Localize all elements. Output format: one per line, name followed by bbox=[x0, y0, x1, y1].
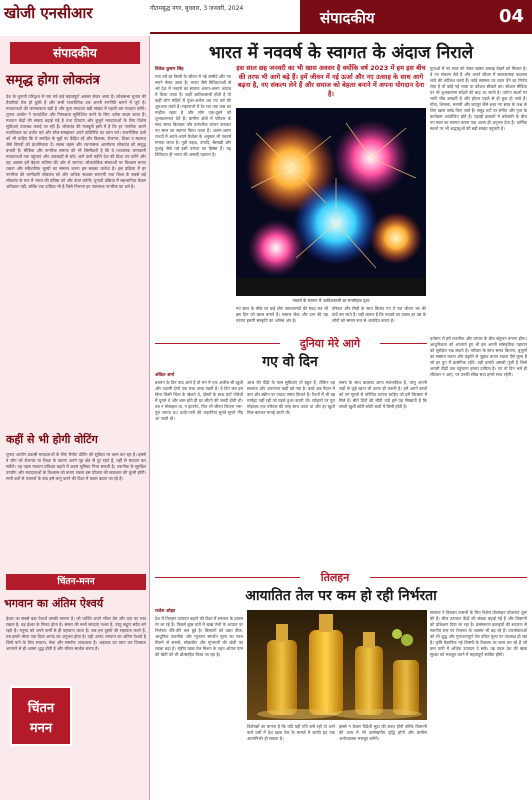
tilhan-headline: आयातित तेल पर कम हो रही निर्भरता bbox=[245, 588, 437, 604]
main-byline: विवेक कुमार सिंह bbox=[155, 67, 184, 72]
duniya-col3: समय के साथ बदलाव आना स्वाभाविक है, परंतु अपनी जड़ों से जुड़े रहना भी उतना ही जरूरी है। हमें अपने बच्चों को उन मूल्यों से परिचित कराना चाहिए जो हमें विरासत में मिले हैं। बीते दिनों की मीठी यादें हमें यह सिखाती हैं कि सच्ची खुशी छोटी-छोटी बातों में छिपी होती है। bbox=[339, 380, 427, 409]
left-column bbox=[0, 36, 150, 800]
chintan-label: चिंतन-मनन bbox=[6, 574, 146, 590]
main-article-bottom2: परिवार और मित्रों के साथ बिताए गए ये पल जीवन भर की यादें बन जाते हैं। यही कारण है कि नववर्ष का उत्सव हर उम्र के लोगों को समान रूप से आनंदित करता है। bbox=[332, 306, 426, 323]
dateline: गौतमबुद्ध नगर, बुधवार, 3 जनवरी, 2024 bbox=[150, 5, 244, 12]
section-banner bbox=[300, 0, 532, 34]
tilhan-col3: इससे न केवल विदेशी मुद्रा की बचत होगी बल्कि किसानों की आय में भी उल्लेखनीय वृद्धि होगी और ग्रामीण अर्थव्यवस्था मजबूत बनेगी। bbox=[339, 724, 427, 741]
chintan-manan-box bbox=[10, 686, 72, 746]
editorial2-headline: कहीं से भी होगी वोटिंग bbox=[6, 433, 98, 446]
main-article-bottom1: नए साल के मौके पर कई लोग जरूरतमंदों की मदद कर भी इस दिन को खास बनाते हैं। समाज सेवा और दान की यह परंपरा हमारी संस्कृति का अभिन्न अंग है। bbox=[236, 306, 328, 323]
fireworks-illustration bbox=[236, 108, 426, 296]
chintan-box-line2: मनन bbox=[29, 721, 53, 736]
duniya-col2: आज की पीढ़ी के पास सुविधाएं तो बहुत हैं, लेकिन वह सरलता और अपनापन कहीं खो गया है। बच्चे अब मैदान में कम और स्क्रीन पर ज्यादा समय बिताते हैं। रिश्तों में भी वह गर्माहट नहीं रही जो पहले हुआ करती थी। त्योहारों पर पूरा मोहल्ला एक परिवार की तरह साथ आता था और हर खुशी मिल-बांटकर मनाई जाती थी। bbox=[247, 380, 335, 415]
main-headline: भारत में नववर्ष के स्वागत के अंदाज निराले bbox=[208, 43, 474, 63]
main-article-col3: युवाओं में नए साल को लेकर खासा उत्साह देखने को मिलता है। वे नए संकल्प लेते हैं और अपने जीवन में सकारात्मक बदलाव लाने की कोशिश करते हैं। कोई स्वास्थ्य पर ध्यान देने का निर्णय लेता है तो कोई नई भाषा या कौशल सीखने का। सोशल मीडिया पर भी शुभकामना संदेशों की बाढ़ आ जाती है। पर्यटन स्थलों पर भारी भीड़ उमड़ती है और होटल पहले से ही बुक हो जाते हैं। गोवा, शिमला, मनाली और जयपुर जैसे शहर नए साल के जश्न के लिए खास पसंद किए जाते हैं। समुद्र तटों पर संगीत और नृत्य के कार्यक्रम आयोजित होते हैं। पहाड़ी इलाकों में बर्फबारी के बीच नए साल का स्वागत करना एक अलग ही अनुभव देता है। धार्मिक स्थलों पर भी श्रद्धालुओं की बड़ी संख्या पहुंचती है। bbox=[430, 66, 527, 131]
chintan-body: ईश्वर का सबसे बड़ा ऐश्वर्य उसकी करुणा है। जो व्यक्ति अपने भीतर प्रेम और दया का भाव रखता है, वह ईश्वर के निकट होता है। संसार की सभी संपदाएं नश्वर हैं, परंतु सद्गुण सदैव बने रहते हैं। मनुष्य को अपने कर्मों से ही पहचाना जाता है। जब हम दूसरों की सहायता करते हैं, तब हमारे भीतर एक दिव्य आनंद का अनुभव होता है। यही आनंद भगवान का अंतिम ऐश्वर्य है जिसे पाने के लिए साधना, सेवा और समर्पण आवश्यक है। अहंकार का त्याग कर विनम्रता अपनाने से ही आत्मा शुद्ध होती है और जीवन सार्थक बनता है। bbox=[6, 616, 146, 651]
masthead-left bbox=[0, 0, 150, 34]
tilhan-col4: सरकार ने तिलहन फसलों के लिए विशेष प्रोत्साहन योजनाएं शुरू की हैं। बीज उत्पादन केंद्रों की संख्या बढ़ाई गई है और किसानों को प्रशिक्षण दिया जा रहा है। प्रसंस्करण इकाइयों की स्थापना से स्थानीय स्तर पर रोजगार के अवसर भी बढ़ रहे हैं। उपभोक्ताओं को भी शुद्ध और गुणवत्तापूर्ण तेल उचित मूल्य पर उपलब्ध हो रहा है। कृषि वैज्ञानिक नई किस्मों के विकास पर काम कर रहे हैं जो कम पानी में अधिक उत्पादन दे सकें। यह पहल देश की खाद्य सुरक्षा को मजबूत करने में महत्वपूर्ण साबित होगी। bbox=[430, 610, 527, 657]
section-title: संपादकीय bbox=[320, 9, 375, 27]
duniya-col1: बचपन के दिन याद आते हैं तो मन में एक अजीब सी खुशी और उदासी दोनों एक साथ उमड़ पड़ती है। वे दिन जब हम बिना किसी चिंता के खेलते थे, दोस्तों के साथ घंटों गलियों में घूमते थे और शाम होते ही घर लौटने की जल्दी होती थी। तब न मोबाइल था, न इंटरनेट, फिर भी जीवन कितना भरा-पूरा लगता था। दादी-नानी की कहानियां सुनते-सुनते नींद आ जाती थी। bbox=[155, 380, 243, 421]
oil-bottles-illustration bbox=[247, 610, 427, 720]
tilhan-byline: राजेश ओझा bbox=[155, 609, 176, 614]
tilhan-col1: देश में तिलहन उत्पादन बढ़ाने की दिशा में सरकार के प्रयास रंग ला रहे हैं। पिछले कुछ वर्षों में खाद्य तेलों के आयात पर निर्भरता धीरे-धीरे कम हुई है। किसानों को उन्नत बीज, आधुनिक तकनीक और न्यूनतम समर्थन मूल्य का लाभ मिलने से सरसों, सोयाबीन और मूंगफली की खेती का रकबा बढ़ा है। राष्ट्रीय खाद्य तेल मिशन के तहत ऑयल पाम की खेती को भी प्रोत्साहित किया जा रहा है। bbox=[155, 616, 243, 657]
duniya-right-col: वर्तमान में हमें तकनीक और परंपरा के बीच संतुलन बनाना होगा। आधुनिकता को अपनाते हुए भी हम अपनी सांस्कृतिक पहचान को सुरक्षित रख सकते हैं। परिवार के साथ समय बिताना, बुजुर्गों का सम्मान करना और प्रकृति से जुड़ाव बनाए रखना ऐसे मूल्य हैं जो हर युग में प्रासंगिक रहेंगे। यही हमारी असली पूंजी है जिसे अगली पीढ़ी तक पहुंचाना हमारा दायित्व है। गए वो दिन भले ही लौटकर न आएं, पर उनकी सीख सदा हमारे साथ रहेगी। bbox=[430, 336, 527, 377]
editorial-headline: समृद्ध होगा लोकतंत्र bbox=[6, 73, 100, 88]
newspaper-logo: खोजी एनसीआर bbox=[4, 4, 93, 22]
page-number: 04 bbox=[498, 6, 524, 27]
tilhan-section-label: तिलहन bbox=[300, 570, 370, 585]
editorial-tag: संपादकीय bbox=[10, 42, 140, 64]
duniya-byline: अंकित शर्मा bbox=[155, 373, 175, 378]
fireworks-caption: नववर्ष के स्वागत में आतिशबाजी का मनमोहक दृश्य bbox=[292, 298, 370, 303]
main-article-col1: नया वर्ष हर किसी के जीवन में नई उम्मीदें और नए सपने लेकर आता है। भारत जैसे विविधताओं से भरे देश में नववर्ष का स्वागत अलग-अलग अंदाज में किया जाता है। कहीं आतिशबाजी होती है तो कहीं लोग मंदिरों में पूजा-अर्चना कर नए वर्ष की शुरुआत करते हैं। महानगरों में देर रात तक जश्न का माहौल रहता है और लोग एक-दूसरे को शुभकामनाएं देते हैं। ग्रामीण क्षेत्रों में परिवार के साथ समय बिताकर और पारंपरिक व्यंजन बनाकर नए साल का स्वागत किया जाता है। अलग-अलग राज्यों में अपने-अपने कैलेंडर के अनुसार भी नववर्ष मनाया जाता है। गुड़ी पड़वा, उगादि, बैसाखी और पुथांडु जैसे पर्व इसी परंपरा का हिस्सा हैं। यह विविधता ही भारत की असली पहचान है। bbox=[155, 74, 231, 157]
tilhan-col2: विशेषज्ञों का मानना है कि यदि यही गति बनी रही तो आने वाले वर्षों में देश खाद्य तेल के मामले में काफी हद तक आत्मनिर्भर हो सकता है। bbox=[247, 724, 335, 741]
chintan-box-line1: चिंतन bbox=[27, 701, 55, 716]
duniya-headline: गए वो दिन bbox=[262, 354, 318, 370]
fireworks-photo bbox=[236, 108, 426, 296]
main-pull-quote: इस साल छह जनवरी का भी खास अवसर है क्योंकि वर्ष 2023 में हम इस बीच की तरफ भी आगे बढ़े हैं। हमें जीवन में नई ऊर्जा और नए उत्साह के साथ आगे बढ़ना है, नए संकल्प लेने हैं और समाज को बेहतर बनाने में अपना योगदान देना है। bbox=[236, 64, 426, 98]
chintan-headline: भगवान का अंतिम ऐश्वर्य bbox=[4, 597, 104, 610]
masthead bbox=[0, 0, 532, 34]
oil-bottles-photo bbox=[247, 610, 427, 720]
editorial-body: देश के चुनावी परिदृश्य में नया वर्ष कई महत्वपूर्ण अवसर लेकर आया है। लोकसभा चुनाव की तैयारियां तेज हो चुकी हैं और सभी राजनीतिक दल अपनी रणनीति बनाने में जुटे हैं। मतदाताओं की जागरूकता बढ़ी है और युवा मतदाता बड़ी संख्या में पहली बार मतदान करेंगे। चुनाव आयोग ने पारदर्शिता और निष्पक्षता सुनिश्चित करने के लिए अनेक कदम उठाए हैं। मतदान केंद्रों की संख्या बढ़ाई गई है तथा दिव्यांग और बुजुर्ग मतदाताओं के लिए विशेष सुविधाएं उपलब्ध कराई जा रही हैं। लोकतंत्र की मजबूती इसी में है कि हर नागरिक अपने मताधिकार का प्रयोग करे और सोच-समझकर अपने प्रतिनिधि का चयन करे। राजनीतिक दलों को भी चाहिए कि वे जनहित के मुद्दों पर केंद्रित रहें और विकास, रोजगार, शिक्षा व स्वास्थ्य जैसे विषयों को प्राथमिकता दें। स्वस्थ बहस और रचनात्मक आलोचना लोकतंत्र को समृद्ध बनाती है। मीडिया और नागरिक समाज की भी जिम्मेदारी है कि वे तथ्यपरक जानकारी मतदाताओं तक पहुंचाएं और अफवाहों से बचें। आने वाले महीने देश की दिशा तय करेंगे और यह अवसर हमें बेहतर भविष्य की ओर ले जाएगा। लोकतांत्रिक संस्थाओं पर विश्वास बनाए रखना और संवैधानिक मूल्यों का सम्मान करना हम सबका कर्तव्य है। इस प्रक्रिया में हर नागरिक की भागीदारी लोकतंत्र को और अधिक सशक्त बनाएगी तथा विश्व के सबसे बड़े लोकतंत्र के रूप में भारत की प्रतिष्ठा को और ऊंचा करेगी। चुनावी प्रक्रिया में सहभागिता केवल अधिकार नहीं, बल्कि एक दायित्व भी है जिसे निभाना हर जागरूक नागरिक का धर्म है। bbox=[6, 94, 146, 189]
editorial2-body: चुनाव आयोग प्रवासी मतदाताओं के लिए रिमोट वोटिंग की सुविधा पर काम कर रहा है। इससे वे लोग जो रोजगार या शिक्षा के कारण अपने गृह क्षेत्र से दूर रहते हैं, वहीं से मतदान कर सकेंगे। यह पहल मतदान प्रतिशत बढ़ाने में अहम भूमिका निभा सकती है। तकनीक के सुरक्षित उपयोग और मतदाताओं के विश्वास को बनाए रखना इस योजना की सफलता की कुंजी होगी। सभी दलों से परामर्श के बाद इसे लागू करने की दिशा में कदम बढ़ाए जा रहे हैं। bbox=[6, 452, 146, 481]
duniya-section-label: दुनिया मेरे आगे bbox=[280, 336, 380, 351]
